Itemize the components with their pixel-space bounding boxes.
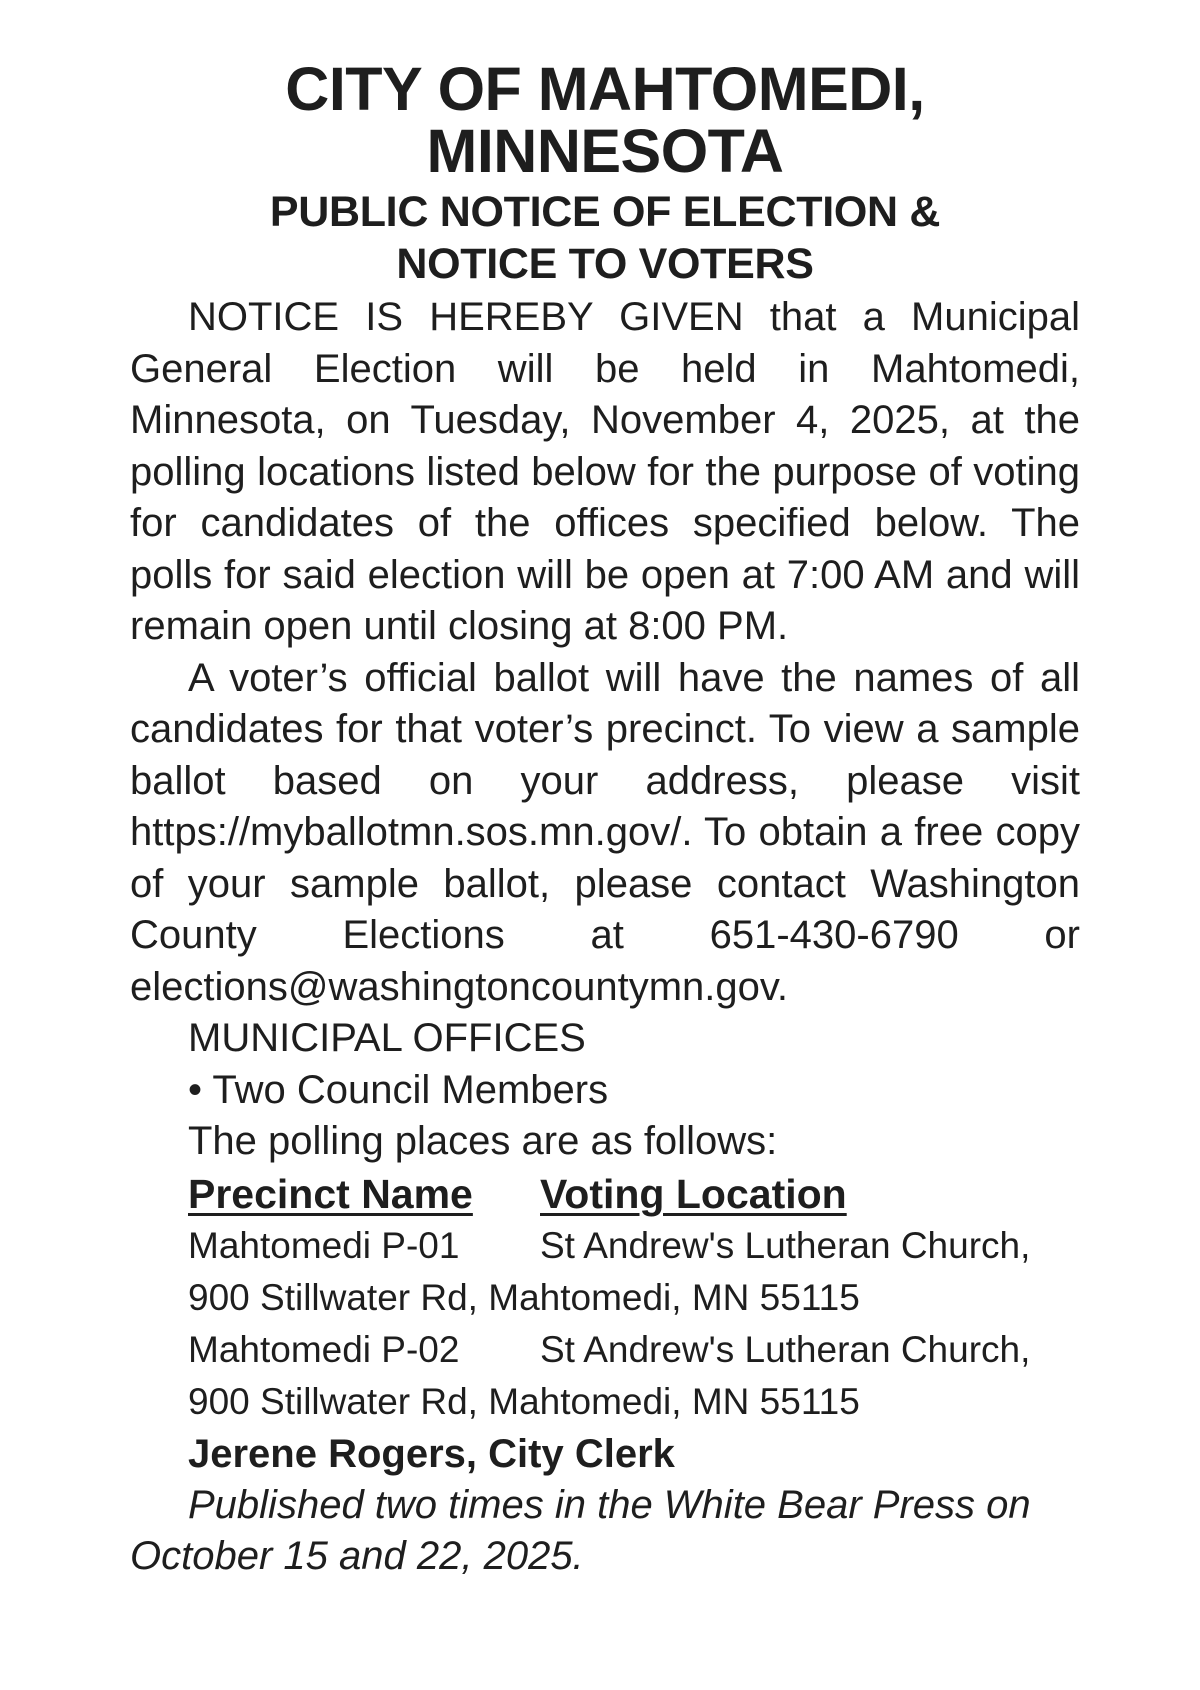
polling-intro: The polling places are as follows: (188, 1119, 778, 1163)
voting-location: St Andrew's Lutheran Church, (540, 1328, 1031, 1370)
table-header-row (188, 1168, 1080, 1220)
subtitle-line-2: NOTICE TO VOTERS (396, 240, 814, 288)
precinct-name: Mahtomedi P-02 (188, 1328, 460, 1370)
polling-places-table (130, 1168, 1080, 1428)
notice-title (130, 55, 1080, 185)
ballot-paragraph: A voter’s official ballot will have the names of all candidates for that voter’s precinct. To view a sample ballot based on your address, please visit https://myballotmn.sos.mn.gov/. To obtain a free copy of your sample ballot, please contact Washington County Elections at 651-430-6790 or elections@washingtoncountymn.gov. (130, 655, 1080, 1009)
precinct-name-header: Precinct Name (188, 1170, 473, 1217)
location-address: 900 Stillwater Rd, Mahtomedi, MN 55115 (188, 1380, 860, 1422)
notice-subtitle (130, 186, 1080, 290)
election-paragraph: NOTICE IS HEREBY GIVEN that a Municipal General Election will be held in Mahtomedi, Minnesota, on Tuesday, November 4, 2025, at the polling locations listed below for the purpose of voting for candidates of the offices specified below. The polls for said election will be open at 7:00 AM and will remain open until closing at 8:00 PM. (130, 295, 1080, 648)
location-address: 900 Stillwater Rd, Mahtomedi, MN 55115 (188, 1276, 860, 1318)
title-line-2: MINNESOTA (426, 117, 784, 185)
offices-heading: MUNICIPAL OFFICES (188, 1016, 586, 1060)
table-row (188, 1220, 1080, 1324)
table-row (188, 1324, 1080, 1428)
office-list-item: • Two Council Members (188, 1067, 609, 1112)
public-notice (130, 55, 1080, 1582)
publication-note: Published two times in the White Bear Press on October 15 and 22, 2025. (130, 1482, 1031, 1578)
precinct-name: Mahtomedi P-01 (188, 1224, 460, 1266)
clerk-signature: Jerene Rogers, City Clerk (188, 1431, 675, 1476)
subtitle-line-1: PUBLIC NOTICE OF ELECTION & (269, 188, 941, 236)
notice-body (130, 292, 1080, 1168)
title-line-1: CITY OF MAHTOMEDI, (285, 55, 925, 123)
voting-location: St Andrew's Lutheran Church, (540, 1224, 1031, 1266)
voting-location-header: Voting Location (540, 1170, 847, 1217)
